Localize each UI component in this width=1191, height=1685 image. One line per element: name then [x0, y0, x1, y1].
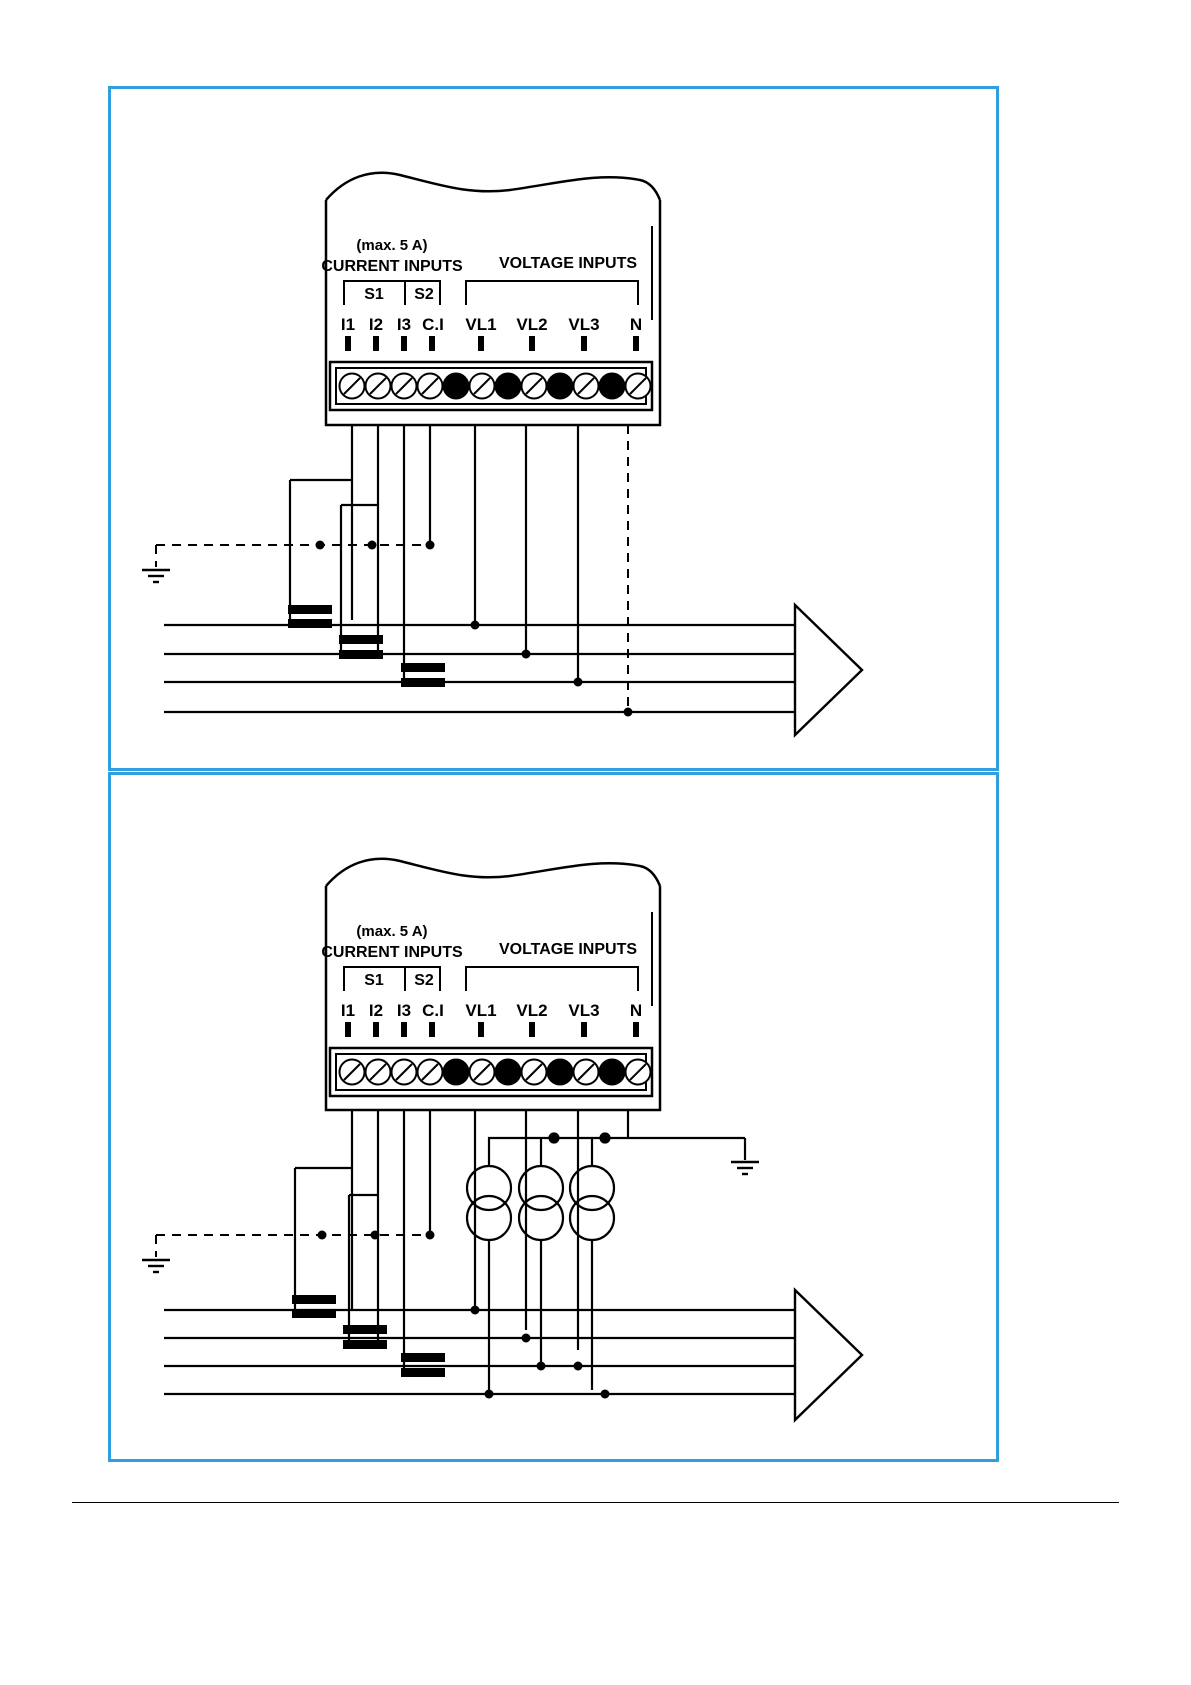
terminal-label-ci-bottom: C.I	[422, 1001, 444, 1020]
earth-bus-top	[142, 541, 435, 583]
s1-s2-bracket-bottom	[344, 967, 440, 991]
terminal-label-vl1-bottom: VL1	[465, 1001, 497, 1020]
earth-bus-bottom	[142, 1231, 435, 1273]
terminal-block-top	[330, 362, 652, 410]
earth-symbol-right-bottom	[731, 1162, 759, 1174]
label-current-inputs-top: CURRENT INPUTS	[321, 258, 463, 275]
terminal-label-n-bottom: N	[629, 1001, 643, 1020]
label-max-current-bottom: (max. 5 A)	[356, 923, 428, 940]
terminal-label-i1-top: I1	[340, 315, 356, 334]
label-s2-bottom: S2	[414, 972, 434, 989]
terminal-label-i1-bottom: I1	[340, 1001, 356, 1020]
terminal-label-vl2-top: VL2	[516, 315, 548, 334]
terminal-label-i3-top: I3	[396, 315, 412, 334]
terminal-block-bottom	[330, 1048, 652, 1096]
terminal-label-vl3-top: VL3	[568, 315, 600, 334]
current-transformers-top	[288, 605, 445, 687]
terminal-label-vl2-bottom: VL2	[516, 1001, 548, 1020]
terminal-ticks-bottom	[348, 1022, 636, 1037]
diagram-top	[0, 0, 1191, 780]
terminal-label-vl3-bottom: VL3	[568, 1001, 600, 1020]
terminal-label-i2-top: I2	[368, 315, 384, 334]
label-max-current-top: (max. 5 A)	[356, 237, 428, 254]
label-s1-bottom: S1	[364, 972, 384, 989]
footer-divider	[72, 1502, 1119, 1503]
current-wiring-bottom	[295, 1110, 430, 1376]
terminal-label-i2-bottom: I2	[368, 1001, 384, 1020]
bus-lines-bottom	[164, 1290, 862, 1420]
label-current-inputs-bottom: CURRENT INPUTS	[321, 944, 463, 961]
voltage-bracket-top	[466, 281, 638, 305]
current-wiring-top	[290, 425, 430, 686]
terminal-label-ci-top: C.I	[422, 315, 444, 334]
voltage-transformers-bottom	[467, 1166, 614, 1240]
label-s1-top: S1	[364, 286, 384, 303]
voltage-bracket-bottom	[466, 967, 638, 991]
label-voltage-inputs-top: VOLTAGE INPUTS	[498, 255, 638, 272]
label-s2-top: S2	[414, 286, 434, 303]
terminal-label-n-top: N	[629, 315, 643, 334]
label-voltage-inputs-bottom: VOLTAGE INPUTS	[498, 941, 638, 958]
diagram-bottom	[0, 690, 1191, 1470]
terminal-label-vl1-top: VL1	[465, 315, 497, 334]
s1-s2-bracket-top	[344, 281, 440, 305]
voltage-wiring-top	[475, 425, 578, 682]
voltage-wiring-bottom	[475, 1110, 745, 1390]
terminal-label-i3-bottom: I3	[396, 1001, 412, 1020]
current-transformers-bottom	[292, 1295, 445, 1377]
terminal-ticks-top	[348, 336, 636, 351]
